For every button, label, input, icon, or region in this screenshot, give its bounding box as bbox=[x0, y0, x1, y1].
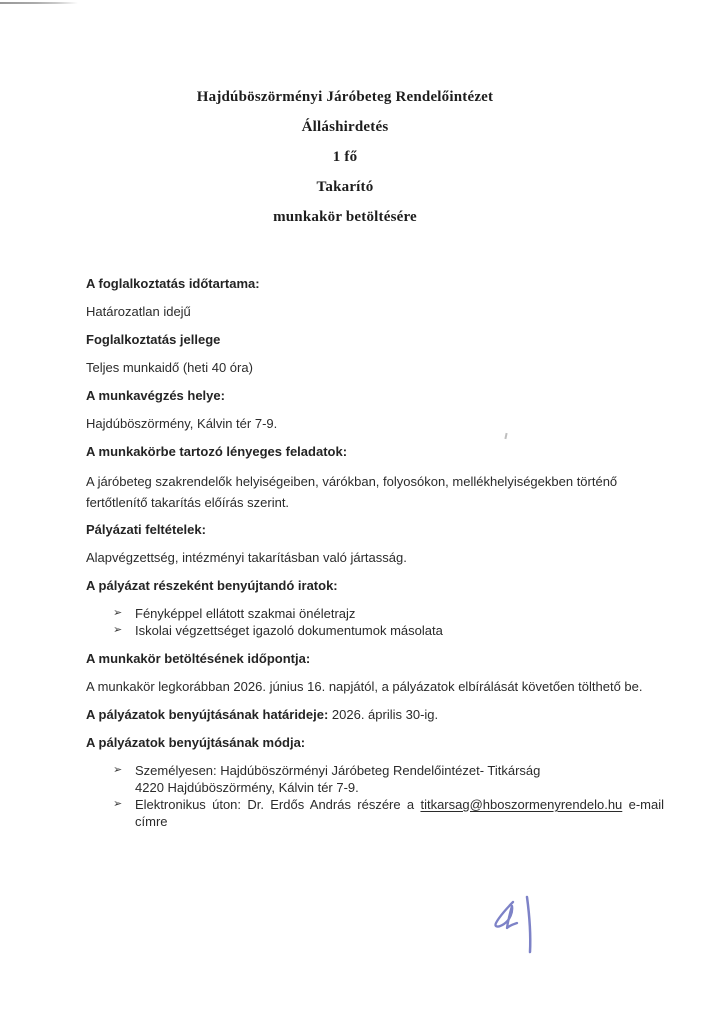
document-body bbox=[86, 275, 664, 830]
list-item bbox=[86, 622, 664, 639]
list-item bbox=[86, 796, 664, 830]
bullet-arrow-icon: ➢ bbox=[113, 764, 123, 776]
submission-personal-line1: Személyesen: Hajdúböszörményi Járóbeteg Rendelőintézet- Titkárság bbox=[135, 763, 541, 778]
employment-duration-label: A foglalkoztatás időtartama: bbox=[86, 276, 260, 291]
workplace-label: A munkavégzés helye: bbox=[86, 388, 225, 403]
duties-label: A munkakörbe tartozó lényeges feladatok: bbox=[86, 444, 348, 459]
employment-type-value: Teljes munkaidő (heti 40 óra) bbox=[86, 360, 253, 375]
bullet-arrow-icon: ➢ bbox=[113, 798, 123, 810]
position-title: Takarító bbox=[316, 179, 374, 195]
deadline-line bbox=[86, 706, 664, 723]
document-type-title: Álláshirdetés bbox=[301, 119, 389, 135]
position-subtitle: munkakör betöltésére bbox=[273, 209, 417, 225]
deadline-value: 2026. április 30-ig. bbox=[331, 707, 439, 722]
submission-email-post: e-mail címre bbox=[135, 797, 664, 829]
workplace-value: Hajdúböszörmény, Kálvin tér 7-9. bbox=[86, 416, 278, 431]
start-date-label: A munkakör betöltésének időpontja: bbox=[86, 651, 311, 666]
list-item bbox=[86, 762, 664, 796]
submission-personal-line2: 4220 Hajdúböszörmény, Kálvin tér 7-9. bbox=[135, 780, 359, 795]
employment-duration-value: Határozatlan idejű bbox=[86, 304, 191, 319]
email-link[interactable]: titkarsag@hboszormenyrendelo.hu bbox=[420, 797, 623, 812]
document-item-cv: Fényképpel ellátott szakmai önéletrajz bbox=[135, 606, 356, 621]
duties-value: A járóbeteg szakrendelők helyiségeiben, várókban, folyosókon, mellékhelyiségekben történő fertőtlenítő takarítás előírás szerint. bbox=[86, 474, 618, 510]
handwritten-mark bbox=[485, 888, 555, 963]
start-date-value: A munkakör legkorábban 2026. június 16. napjától, a pályázatok elbírálását követően tölthető be. bbox=[86, 679, 643, 694]
deadline-label: A pályázatok benyújtásának határideje: bbox=[86, 707, 329, 722]
document-content bbox=[86, 90, 664, 841]
bullet-arrow-icon: ➢ bbox=[113, 607, 123, 619]
documents-list bbox=[86, 605, 664, 639]
requirements-label: Pályázati feltételek: bbox=[86, 522, 206, 537]
submission-email-pre: Elektronikus úton: Dr. Erdős András részére a bbox=[135, 797, 415, 812]
documents-label: A pályázat részeként benyújtandó iratok: bbox=[86, 578, 338, 593]
headcount: 1 fő bbox=[332, 149, 358, 165]
list-item bbox=[86, 605, 664, 622]
organization-name: Hajdúböszörményi Járóbeteg Rendelőintézet bbox=[196, 89, 494, 105]
requirements-value: Alapvégzettség, intézményi takarításban való jártasság. bbox=[86, 550, 407, 565]
submission-list bbox=[86, 762, 664, 830]
bullet-arrow-icon: ➢ bbox=[113, 624, 123, 636]
submission-label: A pályázatok benyújtásának módja: bbox=[86, 735, 306, 750]
employment-type-label: Foglalkoztatás jellege bbox=[86, 332, 221, 347]
title-block bbox=[86, 90, 604, 225]
document-item-certificates: Iskolai végzettséget igazoló dokumentumok másolata bbox=[135, 623, 443, 638]
scan-artifact-line bbox=[0, 2, 78, 4]
